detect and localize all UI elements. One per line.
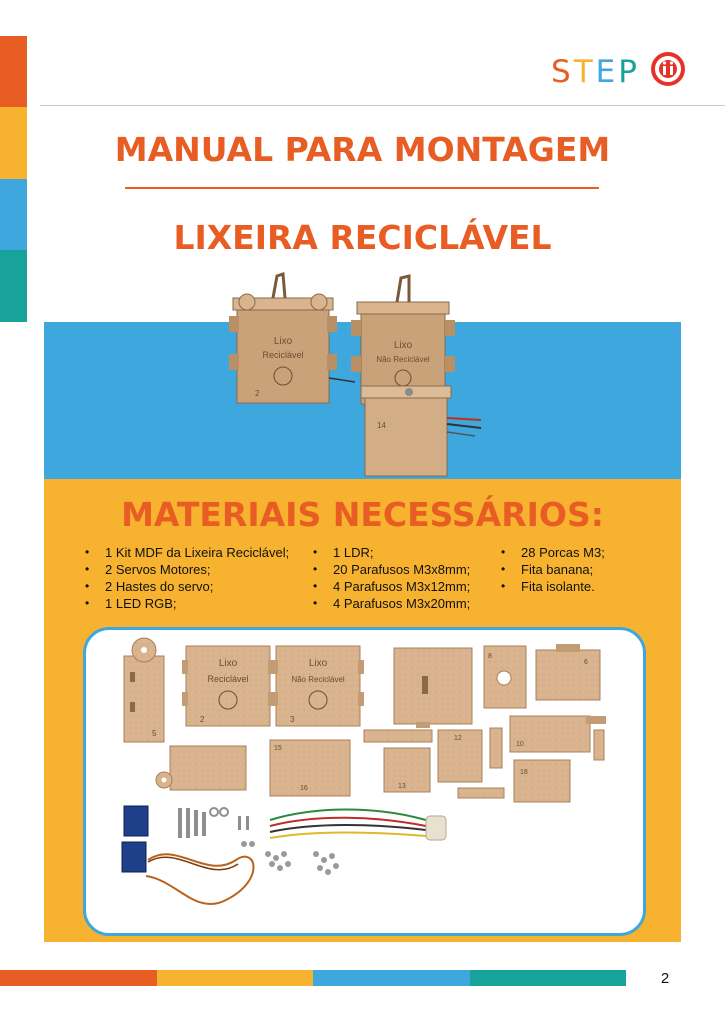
list-item: • 1 LED RGB;: [83, 595, 289, 612]
logo-letter: P: [618, 54, 640, 90]
mdf-recyclable-panel: [182, 646, 274, 726]
mdf-side-panel: [124, 638, 164, 742]
list-item: • 28 Porcas M3;: [499, 544, 605, 561]
part-number: 3: [290, 715, 295, 724]
hero-box-label-line1: Lixo: [393, 340, 413, 351]
part-number: 8: [488, 653, 492, 660]
part-number: 13: [398, 783, 406, 790]
header-divider: [40, 105, 725, 106]
panel-label-line1: Lixo: [218, 658, 238, 669]
part-number: 15: [274, 745, 282, 752]
list-item: • Fita isolante.: [499, 578, 605, 595]
list-item: • 1 Kit MDF da Lixeira Reciclável;: [83, 544, 289, 561]
footer-bar-teal: [470, 970, 626, 986]
non-recyclable-box-image: [351, 276, 455, 404]
hero-small-box-number: 14: [377, 421, 386, 430]
step-logo: [551, 50, 687, 92]
panel-label-line1: Lixo: [308, 658, 328, 669]
list-item: • 2 Servos Motores;: [83, 561, 289, 578]
part-number: 12: [454, 735, 462, 742]
logo-badge-icon: [651, 52, 685, 86]
mdf-front-panel: [270, 740, 350, 796]
kit-photo: [86, 630, 643, 933]
recyclable-box-image: [229, 274, 355, 403]
list-item: • 4 Parafusos M3x20mm;: [311, 595, 470, 612]
title-divider: [125, 187, 599, 189]
page-number: 2: [660, 970, 670, 987]
logo-letter: E: [595, 54, 619, 90]
part-number: 10: [516, 741, 524, 748]
hero-box-label-line2: Não Reciclável: [376, 355, 430, 364]
manual-title: MANUAL PARA MONTAGEM: [114, 130, 611, 169]
mdf-base-panel: [156, 746, 246, 790]
hero-box-label-line2: Reciclável: [262, 350, 304, 360]
product-title: LIXEIRA RECICLÁVEL: [173, 218, 552, 257]
footer-bar-orange: [0, 970, 157, 986]
mdf-lid-panel: [394, 648, 472, 728]
side-stripe-orange: [0, 36, 27, 107]
kit-photo-frame: [83, 627, 646, 936]
wires: [270, 810, 446, 841]
panel-label-line2: Reciclável: [207, 674, 249, 684]
footer-bar-yellow: [157, 970, 313, 986]
side-stripe-teal: [0, 250, 27, 322]
list-item: • Fita banana;: [499, 561, 605, 578]
logo-wordmark: [551, 54, 640, 90]
materials-title: MATERIAIS NECESSÁRIOS:: [121, 495, 604, 534]
mdf-top-right-panel: [536, 644, 600, 700]
part-number: 2: [200, 715, 205, 724]
hero-box-label-line1: Lixo: [273, 336, 293, 347]
list-item: • 2 Hastes do servo;: [83, 578, 289, 595]
mdf-servo-panel: [484, 646, 526, 708]
mdf-non-recyclable-panel: [272, 646, 364, 726]
small-box-image: [361, 386, 481, 476]
list-item: • 1 LDR;: [311, 544, 470, 561]
part-number: 18: [520, 769, 528, 776]
hero-photo: [225, 268, 485, 480]
part-number: 6: [584, 659, 588, 666]
list-item: • 4 Parafusos M3x12mm;: [311, 578, 470, 595]
logo-letter: S: [551, 54, 574, 90]
logo-letter: T: [573, 54, 596, 90]
list-item: • 20 Parafusos M3x8mm;: [311, 561, 470, 578]
panel-label-line2: Não Reciclável: [291, 675, 345, 684]
hero-box-number: 2: [255, 389, 260, 398]
materials-list-col-2: [311, 544, 470, 612]
materials-list-col-3: [499, 544, 605, 595]
part-number: 5: [152, 729, 157, 738]
part-number: 16: [300, 785, 308, 792]
footer-bar-blue: [313, 970, 470, 986]
materials-list-col-1: [83, 544, 289, 612]
